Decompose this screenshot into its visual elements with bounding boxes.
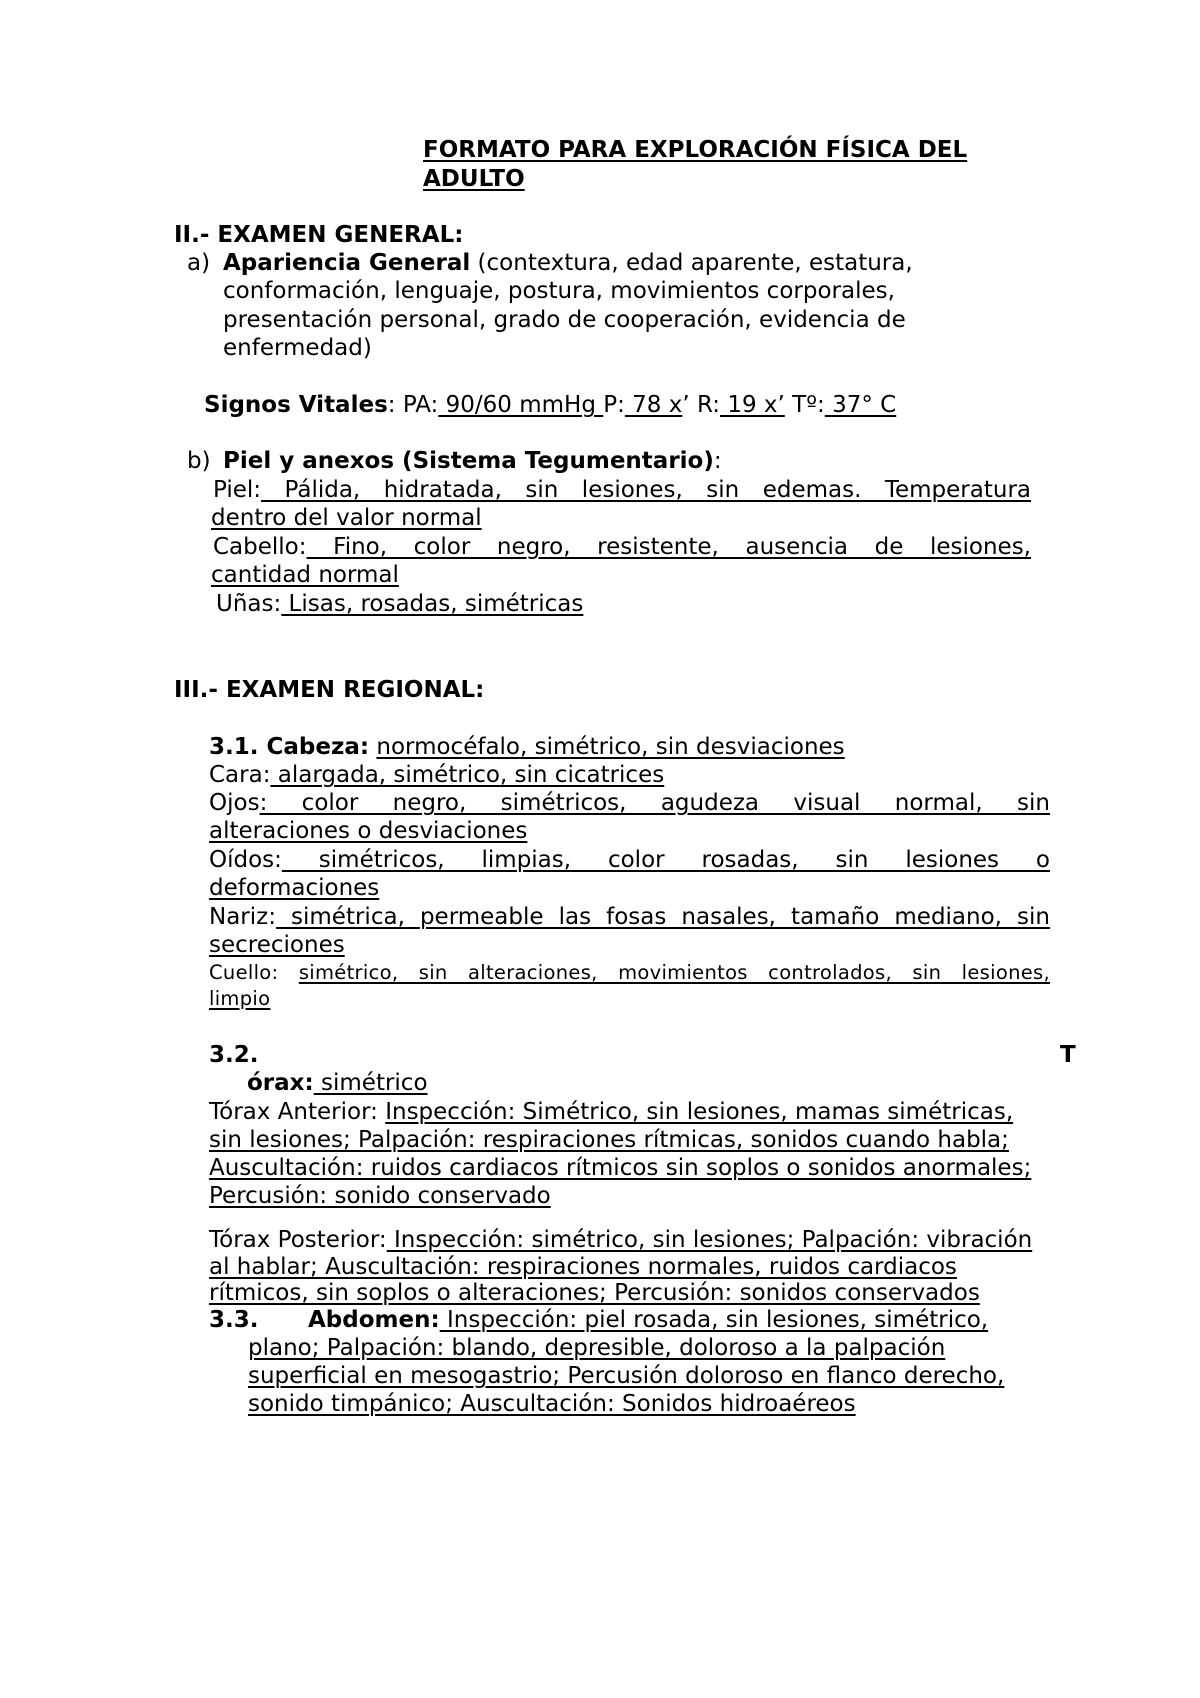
torax-anterior-line-2: sin lesiones; Palpación: respiraciones rítmicas, sonidos cuando habla; bbox=[209, 1127, 1009, 1153]
abdomen-line-3: superficial en mesogastrio; Percusión doloroso en flanco derecho, bbox=[248, 1363, 1005, 1389]
pa-label: PA: bbox=[395, 392, 439, 418]
unas-line bbox=[216, 590, 583, 618]
p-value: 78 x bbox=[624, 392, 683, 418]
cara-line bbox=[209, 761, 664, 789]
cabeza-line bbox=[209, 733, 845, 761]
cuello-text-1: simétrico, sin alteraciones, movimientos controlados, sin lesiones, bbox=[298, 961, 1051, 984]
oidos-line-2: deformaciones bbox=[209, 875, 380, 901]
abdomen-label: Abdomen: bbox=[308, 1307, 440, 1333]
abdomen-text-1: Inspección: piel rosada, sin lesiones, simétrico, bbox=[439, 1307, 989, 1333]
torax-posterior-line-2: al hablar; Auscultación: respiraciones normales, ruidos cardiacos bbox=[209, 1254, 957, 1280]
torax-posterior-line-3: rítmicos, sin soplos o alteraciones; Percusión: sonidos conservados bbox=[209, 1280, 980, 1306]
unas-label: Uñas: bbox=[216, 591, 282, 617]
document-title-line-1: FORMATO PARA EXPLORACIÓN FÍSICA DEL bbox=[423, 137, 968, 163]
apariencia-marker: a) bbox=[187, 250, 211, 276]
signos-colon: : bbox=[387, 392, 396, 418]
abdomen-line-1 bbox=[308, 1306, 988, 1334]
apariencia-line-4: enfermedad) bbox=[223, 335, 372, 361]
section-heading-general: II.- EXAMEN GENERAL: bbox=[174, 222, 464, 248]
cabello-line-1 bbox=[213, 533, 1031, 561]
cuello-label: Cuello: bbox=[209, 961, 299, 984]
r-value: 19 x’ bbox=[720, 392, 785, 418]
torax-anterior-text-1: Inspección: Simétrico, sin lesiones, mamas simétricas, bbox=[385, 1099, 1014, 1125]
apariencia-text-1: (contextura, edad aparente, estatura, bbox=[470, 250, 913, 276]
torax-label: órax: bbox=[247, 1070, 314, 1096]
torax-anterior-line-1 bbox=[209, 1098, 1013, 1126]
document-title-line-2: ADULTO bbox=[423, 166, 525, 192]
piel-marker: b) bbox=[187, 448, 211, 474]
piel-label: Piel: bbox=[213, 477, 262, 503]
oidos-text-1: simétricos, limpias, color rosadas, sin lesiones o bbox=[281, 847, 1050, 873]
torax-posterior-text-1: Inspección: simétrico, sin lesiones; Palpación: vibración bbox=[386, 1227, 1033, 1253]
nariz-line-2: secreciones bbox=[209, 932, 345, 958]
piel-text-1: Pálida, hidratada, sin lesiones, sin edemas. Temperatura bbox=[261, 477, 1031, 503]
abdomen-number: 3.3. bbox=[209, 1307, 259, 1333]
torax-number: 3.2. bbox=[209, 1042, 259, 1068]
cara-label: Cara: bbox=[209, 762, 271, 788]
ojos-label: Ojos bbox=[209, 790, 260, 816]
signos-vitales-label: Signos Vitales bbox=[204, 392, 388, 418]
pa-value: 90/60 mmHg bbox=[438, 392, 604, 418]
cara-value: alargada, simétrico, sin cicatrices bbox=[270, 762, 665, 788]
nariz-text-1: simétrica, permeable las fosas nasales, tamaño mediano, sin bbox=[275, 904, 1050, 930]
apariencia-line-2: conformación, lenguaje, postura, movimientos corporales, bbox=[223, 278, 895, 304]
piel-heading-line bbox=[223, 447, 722, 475]
t-value: 37° C bbox=[824, 392, 897, 418]
cabeza-value: normocéfalo, simétrico, sin desviaciones bbox=[376, 734, 845, 760]
nariz-line-1 bbox=[209, 903, 1050, 931]
apariencia-line-1 bbox=[223, 249, 913, 277]
torax-posterior-label: Tórax Posterior: bbox=[209, 1227, 387, 1253]
torax-t-letter: T bbox=[1060, 1042, 1076, 1068]
cabeza-label: 3.1. Cabeza: bbox=[209, 734, 370, 760]
piel-anexos-colon: : bbox=[713, 448, 722, 474]
p-label: P: bbox=[603, 392, 625, 418]
oidos-line-1 bbox=[209, 846, 1050, 874]
piel-line-2: dentro del valor normal bbox=[211, 505, 482, 531]
oidos-label: Oídos: bbox=[209, 847, 282, 873]
torax-posterior-line-1 bbox=[209, 1226, 1032, 1254]
apariencia-line-3: presentación personal, grado de cooperación, evidencia de bbox=[223, 307, 906, 333]
torax-anterior-line-4: Percusión: sonido conservado bbox=[209, 1183, 551, 1209]
cuello-line-1 bbox=[209, 959, 1050, 987]
ojos-text-1: : color negro, simétricos, agudeza visual normal, sin bbox=[259, 790, 1050, 816]
piel-line-1 bbox=[213, 476, 1031, 504]
cabello-label: Cabello: bbox=[213, 534, 307, 560]
torax-line bbox=[247, 1069, 428, 1097]
t-label: Tº: bbox=[784, 392, 825, 418]
abdomen-line-2: plano; Palpación: blando, depresible, doloroso a la palpación bbox=[248, 1335, 946, 1361]
torax-anterior-line-3: Auscultación: ruidos cardiacos rítmicos sin soplos o sonidos anormales; bbox=[209, 1155, 1032, 1181]
r-label: ’ R: bbox=[682, 392, 721, 418]
abdomen-line-4: sonido timpánico; Auscultación: Sonidos hidroaéreos bbox=[248, 1391, 856, 1417]
ojos-line-1 bbox=[209, 789, 1050, 817]
apariencia-label: Apariencia General bbox=[223, 250, 471, 276]
piel-anexos-label: Piel y anexos (Sistema Tegumentario) bbox=[223, 448, 714, 474]
section-heading-regional: III.- EXAMEN REGIONAL: bbox=[174, 677, 485, 703]
cabello-line-2: cantidad normal bbox=[211, 562, 399, 588]
torax-value: simétrico bbox=[313, 1070, 428, 1096]
unas-value: Lisas, rosadas, simétricas bbox=[281, 591, 584, 617]
torax-anterior-label: Tórax Anterior: bbox=[209, 1099, 386, 1125]
signos-vitales-line bbox=[204, 391, 896, 419]
nariz-label: Nariz: bbox=[209, 904, 276, 930]
cuello-line-2: limpio bbox=[209, 987, 271, 1010]
cabello-text-1: Fino, color negro, resistente, ausencia de lesiones, bbox=[306, 534, 1031, 560]
ojos-line-2: alteraciones o desviaciones bbox=[209, 818, 528, 844]
